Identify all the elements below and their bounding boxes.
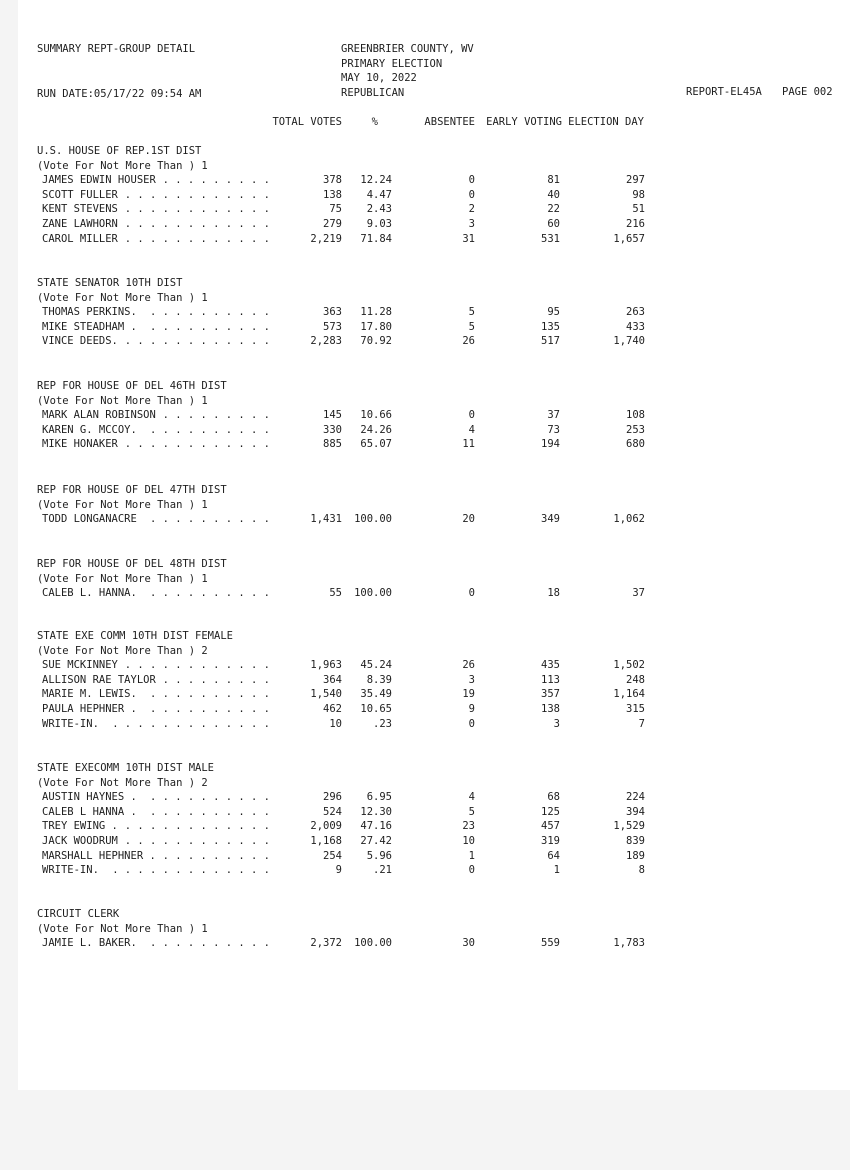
- candidate-row: [0, 702, 850, 717]
- total-votes-value: 2,009: [310, 820, 342, 833]
- election-date: MAY 10, 2022: [341, 72, 417, 85]
- early-voting-value: 68: [547, 791, 560, 804]
- percent-value: 10.66: [360, 409, 392, 422]
- absentee-value: 4: [468, 791, 475, 804]
- contest-title: STATE EXE COMM 10TH DIST FEMALE: [37, 630, 233, 642]
- election-day-value: 37: [632, 587, 645, 600]
- candidate-name: WRITE-IN.: [42, 864, 99, 877]
- candidate-row: [0, 673, 850, 688]
- election-day-value: 1,529: [613, 820, 645, 833]
- percent-value: 27.42: [360, 834, 392, 847]
- candidate-name: WRITE-IN.: [42, 717, 99, 730]
- percent-value: 5.96: [366, 849, 392, 862]
- early-voting-value: 22: [547, 203, 560, 216]
- election-day-value: 1,657: [613, 232, 645, 245]
- absentee-value: 3: [468, 673, 475, 686]
- percent-value: 2.43: [366, 203, 392, 216]
- leader-dots: .........: [162, 174, 277, 187]
- leader-dots: ..........: [150, 423, 277, 436]
- vote-for-instruction: (Vote For Not More Than ) 1: [37, 922, 208, 935]
- leader-dots: ..........: [150, 702, 277, 715]
- contest-title: REP FOR HOUSE OF DEL 46TH DIST: [37, 380, 227, 392]
- early-voting-value: 40: [547, 188, 560, 201]
- contest-block: [0, 629, 850, 731]
- vote-for-instruction: (Vote For Not More Than ) 1: [37, 394, 208, 407]
- candidate-name: MIKE STEADHAM .: [42, 320, 137, 333]
- col-election-day: ELECTION DAY: [568, 116, 644, 128]
- percent-value: .21: [373, 864, 392, 877]
- election-day-value: 839: [626, 834, 645, 847]
- party-name: REPUBLICAN: [341, 86, 405, 99]
- total-votes-value: 1,540: [310, 688, 342, 701]
- percent-value: 47.16: [360, 820, 392, 833]
- col-total-votes: TOTAL VOTES: [272, 116, 342, 128]
- election-day-value: 394: [626, 805, 645, 818]
- vote-for-instruction: (Vote For Not More Than ) 1: [37, 572, 208, 585]
- absentee-value: 5: [468, 805, 475, 818]
- candidate-name: KENT STEVENS: [42, 203, 118, 216]
- leader-dots: ............: [124, 232, 277, 245]
- election-day-value: 297: [626, 174, 645, 187]
- col-early-voting: EARLY VOTING: [486, 116, 562, 128]
- candidate-name: MARSHALL HEPHNER .: [42, 849, 156, 862]
- election-day-value: 189: [626, 849, 645, 862]
- absentee-value: 31: [462, 232, 475, 245]
- contest-block: [0, 144, 850, 246]
- total-votes-value: 254: [323, 849, 342, 862]
- absentee-value: 4: [468, 423, 475, 436]
- election-day-value: 1,062: [613, 513, 645, 526]
- candidate-row: [0, 173, 850, 188]
- leader-dots: .........: [162, 849, 277, 862]
- candidate-name: JAMES EDWIN HOUSER: [42, 174, 156, 187]
- leader-dots: ..........: [150, 587, 277, 600]
- early-voting-value: 60: [547, 217, 560, 230]
- leader-dots: ..........: [150, 937, 277, 950]
- absentee-value: 11: [462, 438, 475, 451]
- absentee-value: 0: [468, 864, 475, 877]
- percent-value: 70.92: [360, 335, 392, 348]
- early-voting-value: 1: [553, 864, 560, 877]
- early-voting-value: 81: [547, 174, 560, 187]
- total-votes-value: 2,283: [310, 335, 342, 348]
- contest-title: CIRCUIT CLERK: [37, 908, 120, 920]
- leader-dots: ............: [124, 203, 277, 216]
- early-voting-value: 95: [547, 306, 560, 319]
- absentee-value: 0: [468, 188, 475, 201]
- candidate-name: ALLISON RAE TAYLOR: [42, 673, 156, 686]
- contest-block: [0, 557, 850, 601]
- leader-dots: ..........: [150, 320, 277, 333]
- early-voting-value: 319: [541, 834, 560, 847]
- total-votes-value: 330: [323, 423, 342, 436]
- candidate-row: [0, 834, 850, 849]
- percent-value: 35.49: [360, 688, 392, 701]
- early-voting-value: 3: [553, 717, 560, 730]
- total-votes-value: 524: [323, 805, 342, 818]
- contest-title: STATE SENATOR 10TH DIST: [37, 277, 183, 289]
- absentee-value: 26: [462, 335, 475, 348]
- absentee-value: 0: [468, 587, 475, 600]
- early-voting-value: 435: [541, 659, 560, 672]
- candidate-row: [0, 217, 850, 232]
- candidate-name: MARK ALAN ROBINSON: [42, 409, 156, 422]
- candidate-name: TREY EWING .: [42, 820, 118, 833]
- election-day-value: 7: [638, 717, 645, 730]
- leader-dots: ............: [124, 659, 277, 672]
- leader-dots: .............: [112, 864, 277, 877]
- total-votes-value: 2,219: [310, 232, 342, 245]
- candidate-row: [0, 863, 850, 878]
- total-votes-value: 1,168: [310, 834, 342, 847]
- total-votes-value: 55: [329, 587, 342, 600]
- candidate-name: TODD LONGANACRE: [42, 513, 137, 526]
- run-date: RUN DATE:05/17/22 09:54 AM: [37, 88, 202, 100]
- total-votes-value: 1,963: [310, 659, 342, 672]
- total-votes-value: 2,372: [310, 937, 342, 950]
- candidate-name: MARIE M. LEWIS.: [42, 688, 137, 701]
- total-votes-value: 573: [323, 320, 342, 333]
- candidate-name: VINCE DEEDS.: [42, 335, 118, 348]
- leader-dots: ............: [124, 335, 277, 348]
- candidate-row: [0, 334, 850, 349]
- election-day-value: 315: [626, 702, 645, 715]
- election-day-value: 263: [626, 306, 645, 319]
- vote-for-instruction: (Vote For Not More Than ) 1: [37, 498, 208, 511]
- early-voting-value: 113: [541, 673, 560, 686]
- vote-for-instruction: (Vote For Not More Than ) 2: [37, 776, 208, 789]
- early-voting-value: 135: [541, 320, 560, 333]
- early-voting-value: 457: [541, 820, 560, 833]
- absentee-value: 5: [468, 320, 475, 333]
- leader-dots: ............: [124, 438, 277, 451]
- percent-value: .23: [373, 717, 392, 730]
- leader-dots: .........: [162, 673, 277, 686]
- early-voting-value: 138: [541, 702, 560, 715]
- contest-block: [0, 379, 850, 452]
- contest-block: [0, 483, 850, 527]
- county-name: GREENBRIER COUNTY, WV: [341, 43, 474, 55]
- early-voting-value: 37: [547, 409, 560, 422]
- total-votes-value: 145: [323, 409, 342, 422]
- absentee-value: 20: [462, 513, 475, 526]
- candidate-name: JAMIE L. BAKER.: [42, 937, 137, 950]
- percent-value: 100.00: [354, 513, 392, 526]
- contest-title: STATE EXECOMM 10TH DIST MALE: [37, 762, 215, 774]
- percent-value: 45.24: [360, 659, 392, 672]
- absentee-value: 10: [462, 834, 475, 847]
- percent-value: 65.07: [360, 438, 392, 451]
- candidate-row: [0, 849, 850, 864]
- early-voting-value: 18: [547, 587, 560, 600]
- contest-block: [0, 761, 850, 878]
- contest-block: [0, 907, 850, 951]
- leader-dots: ..........: [150, 791, 277, 804]
- contest-title: U.S. HOUSE OF REP.1ST DIST: [37, 145, 202, 157]
- leader-dots: ............: [124, 834, 277, 847]
- early-voting-value: 531: [541, 232, 560, 245]
- candidate-name: THOMAS PERKINS.: [42, 306, 137, 319]
- election-day-value: 253: [626, 423, 645, 436]
- election-day-value: 1,740: [613, 335, 645, 348]
- election-day-value: 680: [626, 438, 645, 451]
- early-voting-value: 73: [547, 423, 560, 436]
- absentee-value: 0: [468, 174, 475, 187]
- total-votes-value: 10: [329, 717, 342, 730]
- candidate-row: [0, 202, 850, 217]
- candidate-row: [0, 512, 850, 527]
- candidate-name: ZANE LAWHORN: [42, 217, 118, 230]
- election-day-value: 108: [626, 409, 645, 422]
- total-votes-value: 462: [323, 702, 342, 715]
- candidate-row: [0, 232, 850, 247]
- percent-value: 17.80: [360, 320, 392, 333]
- absentee-value: 1: [468, 849, 475, 862]
- election-day-value: 51: [632, 203, 645, 216]
- contest-title: REP FOR HOUSE OF DEL 48TH DIST: [37, 558, 227, 570]
- percent-value: 12.24: [360, 174, 392, 187]
- candidate-name: CALEB L. HANNA.: [42, 587, 137, 600]
- percent-value: 24.26: [360, 423, 392, 436]
- candidate-row: [0, 423, 850, 438]
- absentee-value: 5: [468, 306, 475, 319]
- absentee-value: 0: [468, 717, 475, 730]
- leader-dots: ............: [124, 820, 277, 833]
- percent-value: 100.00: [354, 587, 392, 600]
- candidate-row: [0, 687, 850, 702]
- candidate-row: [0, 658, 850, 673]
- total-votes-value: 378: [323, 174, 342, 187]
- candidate-name: CALEB L HANNA .: [42, 805, 137, 818]
- total-votes-value: 75: [329, 203, 342, 216]
- absentee-value: 3: [468, 217, 475, 230]
- total-votes-value: 363: [323, 306, 342, 319]
- col-percent: %: [371, 116, 378, 128]
- early-voting-value: 125: [541, 805, 560, 818]
- candidate-row: [0, 437, 850, 452]
- early-voting-value: 517: [541, 335, 560, 348]
- absentee-value: 9: [468, 702, 475, 715]
- candidate-row: [0, 790, 850, 805]
- percent-value: 9.03: [366, 217, 392, 230]
- election-day-value: 248: [626, 673, 645, 686]
- candidate-name: CAROL MILLER: [42, 232, 118, 245]
- candidate-name: SUE MCKINNEY: [42, 659, 118, 672]
- absentee-value: 23: [462, 820, 475, 833]
- early-voting-value: 349: [541, 513, 560, 526]
- col-absentee: ABSENTEE: [424, 116, 475, 128]
- candidate-row: [0, 936, 850, 951]
- vote-for-instruction: (Vote For Not More Than ) 2: [37, 644, 208, 657]
- percent-value: 100.00: [354, 937, 392, 950]
- election-day-value: 98: [632, 188, 645, 201]
- leader-dots: .........: [162, 409, 277, 422]
- election-day-value: 433: [626, 320, 645, 333]
- election-day-value: 216: [626, 217, 645, 230]
- early-voting-value: 357: [541, 688, 560, 701]
- early-voting-value: 64: [547, 849, 560, 862]
- candidate-name: MIKE HONAKER: [42, 438, 118, 451]
- vote-for-instruction: (Vote For Not More Than ) 1: [37, 159, 208, 172]
- candidate-name: PAULA HEPHNER .: [42, 702, 137, 715]
- leader-dots: ............: [124, 188, 277, 201]
- percent-value: 71.84: [360, 232, 392, 245]
- absentee-value: 2: [468, 203, 475, 216]
- candidate-row: [0, 586, 850, 601]
- percent-value: 10.65: [360, 702, 392, 715]
- leader-dots: ..........: [150, 513, 277, 526]
- total-votes-value: 296: [323, 791, 342, 804]
- candidate-name: KAREN G. MCCOY.: [42, 423, 137, 436]
- vote-for-instruction: (Vote For Not More Than ) 1: [37, 291, 208, 304]
- candidate-row: [0, 717, 850, 732]
- election-day-value: 1,164: [613, 688, 645, 701]
- page-number: PAGE 002: [782, 86, 833, 98]
- candidate-row: [0, 188, 850, 203]
- leader-dots: ..........: [150, 688, 277, 701]
- election-day-value: 1,783: [613, 937, 645, 950]
- election-day-value: 224: [626, 791, 645, 804]
- election-day-value: 8: [638, 864, 645, 877]
- candidate-name: AUSTIN HAYNES .: [42, 791, 137, 804]
- absentee-value: 30: [462, 937, 475, 950]
- percent-value: 4.47: [366, 188, 392, 201]
- absentee-value: 19: [462, 688, 475, 701]
- percent-value: 12.30: [360, 805, 392, 818]
- candidate-name: SCOTT FULLER: [42, 188, 118, 201]
- leader-dots: ..........: [150, 306, 277, 319]
- total-votes-value: 138: [323, 188, 342, 201]
- leader-dots: ..........: [150, 805, 277, 818]
- total-votes-value: 9: [335, 864, 342, 877]
- absentee-value: 0: [468, 409, 475, 422]
- total-votes-value: 364: [323, 673, 342, 686]
- early-voting-value: 194: [541, 438, 560, 451]
- candidate-row: [0, 305, 850, 320]
- candidate-row: [0, 819, 850, 834]
- candidate-row: [0, 805, 850, 820]
- total-votes-value: 279: [323, 217, 342, 230]
- contest-title: REP FOR HOUSE OF DEL 47TH DIST: [37, 484, 227, 496]
- election-name: PRIMARY ELECTION: [341, 57, 443, 70]
- contest-block: [0, 276, 850, 349]
- percent-value: 6.95: [366, 791, 392, 804]
- report-type: SUMMARY REPT-GROUP DETAIL: [37, 43, 196, 55]
- absentee-value: 26: [462, 659, 475, 672]
- candidate-name: JACK WOODRUM: [42, 834, 118, 847]
- candidate-row: [0, 320, 850, 335]
- total-votes-value: 885: [323, 438, 342, 451]
- leader-dots: ............: [124, 217, 277, 230]
- percent-value: 8.39: [366, 673, 392, 686]
- early-voting-value: 559: [541, 937, 560, 950]
- total-votes-value: 1,431: [310, 513, 342, 526]
- election-day-value: 1,502: [613, 659, 645, 672]
- report-id: REPORT-EL45A: [686, 86, 762, 98]
- percent-value: 11.28: [360, 306, 392, 319]
- leader-dots: .............: [112, 717, 277, 730]
- candidate-row: [0, 408, 850, 423]
